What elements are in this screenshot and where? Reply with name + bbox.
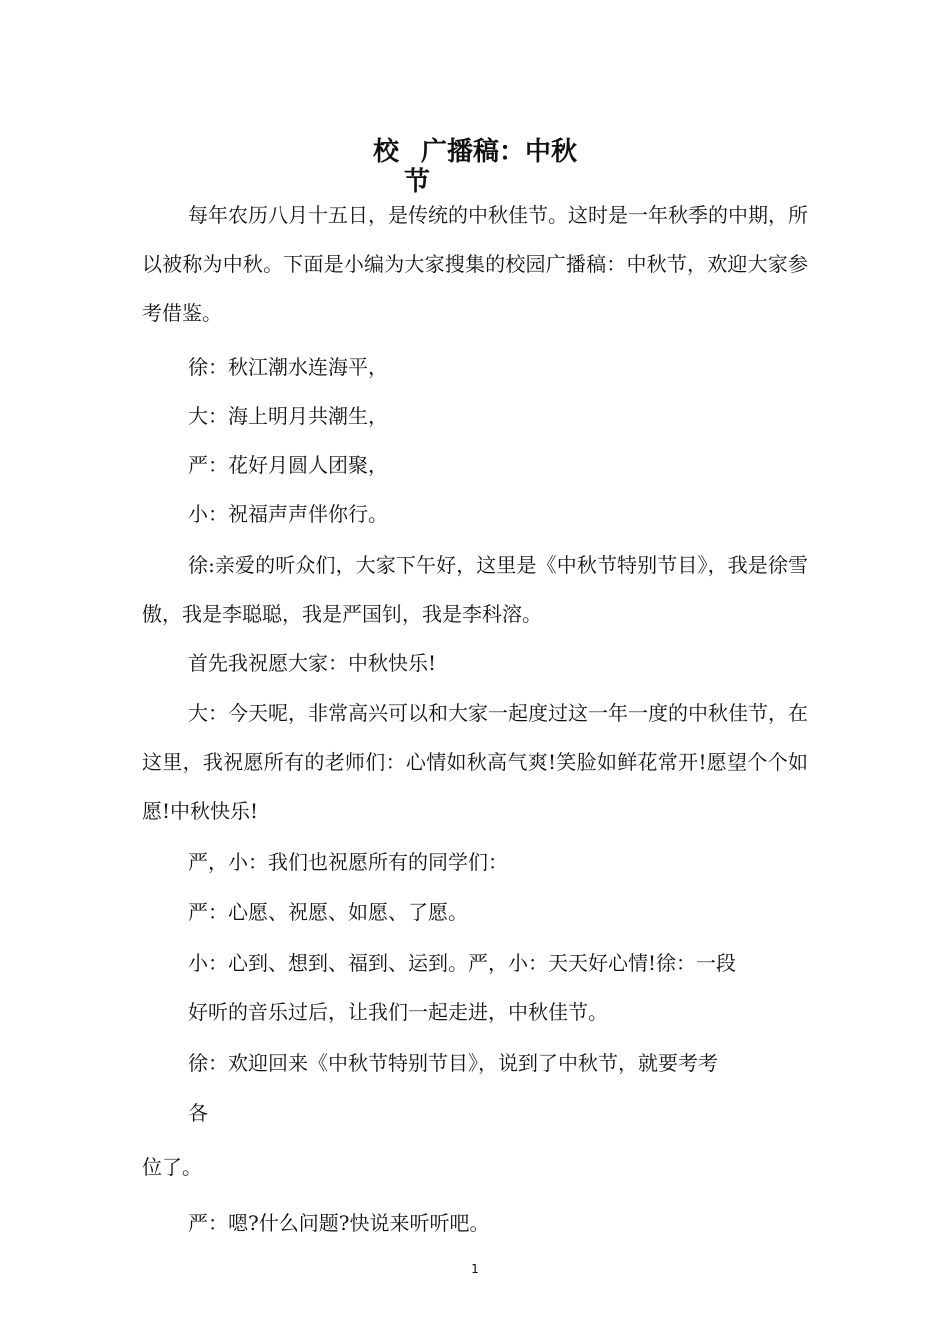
paragraph-3: 严：花好月圆人团聚， xyxy=(188,453,388,477)
paragraph-10-line2: 好听的音乐过后，让我们一起走进，中秋佳节。 xyxy=(188,1000,608,1024)
paragraph-6: 首先我祝愿大家：中秋快乐! xyxy=(188,651,437,675)
paragraph-11-line1: 徐：欢迎回来《中秋节特别节目》，说到了中秋节，就要考考 xyxy=(188,1051,718,1075)
intro-paragraph: 每年农历八月十五日，是传统的中秋佳节。这时是一年秋季的中期，所以被称为中秋。下面是小编为大家搜集的校园广播稿：中秋节，欢迎大家参考借鉴。 xyxy=(142,203,808,325)
paragraph-1: 徐：秋江潮水连海平， xyxy=(188,355,388,379)
title-part2: 广播稿：中秋 xyxy=(421,137,578,167)
page-number: 1 xyxy=(471,1262,479,1276)
paragraph-12: 严：嗯?什么问题?快说来听听吧。 xyxy=(188,1211,490,1235)
paragraph-11-line3: 位了。 xyxy=(142,1155,202,1179)
document-title-line2: 节 xyxy=(403,167,430,197)
paragraph-2: 大：海上明月共潮生， xyxy=(188,404,388,428)
document-title xyxy=(0,136,950,168)
paragraph-10-line1: 小：心到、想到、福到、运到。严，小：天天好心情!徐：一段 xyxy=(188,951,737,975)
paragraph-8: 严，小：我们也祝愿所有的同学们： xyxy=(188,850,508,874)
paragraph-4: 小：祝福声声伴你行。 xyxy=(188,502,388,526)
paragraph-11-line2: 各 xyxy=(188,1101,208,1125)
paragraph-5: 徐:亲爱的听众们，大家下午好，这里是《中秋节特别节目》，我是徐雪傲，我是李聪聪，我是严国钊，我是李科溶。 xyxy=(142,553,808,626)
paragraph-9: 严：心愿、祝愿、如愿、了愿。 xyxy=(188,900,468,924)
title-part1: 校 xyxy=(372,137,399,167)
paragraph-7: 大：今天呢，非常高兴可以和大家一起度过这一年一度的中秋佳节，在这里，我祝愿所有的老师们：心情如秋高气爽!笑脸如鲜花常开!愿望个个如愿!中秋快乐! xyxy=(142,701,808,823)
